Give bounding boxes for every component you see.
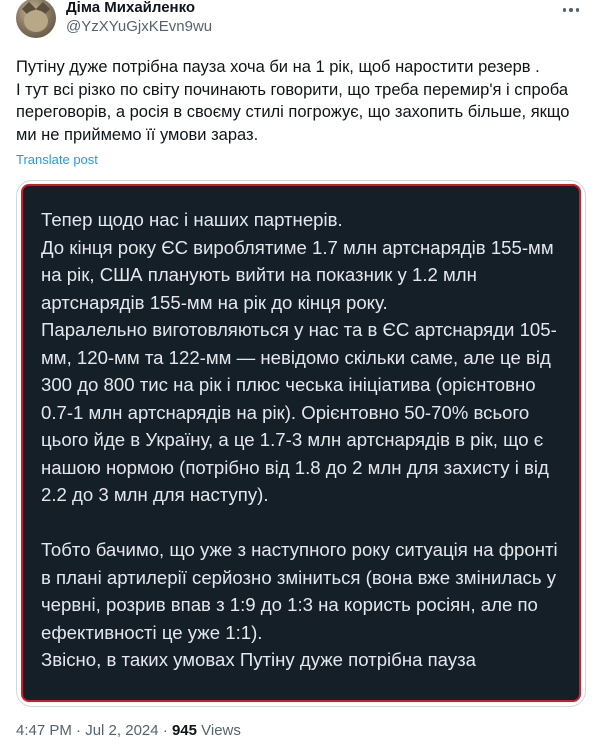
more-dot-icon [569,8,573,12]
translate-post-link[interactable]: Translate post [16,152,98,167]
avatar-face [24,10,48,32]
post-text: Путіну дуже потрібна пауза хоча би на 1 рік, щоб наростити резерв . І тут всі різко по світу починають говорити, що треба перемир'я і спроба переговорів, а росія в своєму стилі погрожує, що захопить більше, якщо ми не приймемо її умови зараз. [16,58,570,144]
cat-avatar-icon[interactable] [16,0,56,38]
author-handle[interactable]: @YzXYuGjxKEvn9wu [66,18,213,35]
more-dot-icon [576,8,580,12]
more-options-button[interactable] [556,0,586,22]
views-count[interactable]: 945 [171,722,197,739]
author-display-name[interactable]: Діма Михайленко [66,0,196,16]
author-names [66,0,212,37]
more-dot-icon [563,8,567,12]
post-media-image[interactable] [16,180,586,707]
media-text: Тепер щодо нас і наших партнерів. До кінця року ЄС вироблятиме 1.7 млн артснарядів 155-мм на рік, США планують вийти на показник у 1.2 млн артснарядів 155-мм на рік до кінця року. Паралельно виготовляються у нас та в ЄС артснаряди 105-мм, 120-мм та 122-мм — невідомо скільки саме, але це від 300 до 800 тис на рік і плюс чеська ініціатива (орієнтовно 0.7-1 млн артснарядів на рік). Орієнтовно 50-70% всього цього йде в Україну, а це 1.7-3 млн артснарядів в рік, що є нашою нормою (потрібно від 1.8 до 2 млн для захисту і від 2.2 до 3 млн для наступу). Тобто бачимо, що уже з наступного року ситуація на фронті в плані артилерії серйозно зміниться (вона вже змінилась у червні, розрив впав з 1:9 до 1:3 на користь росіян, але по ефективності це уже 1:1). Звісно, в таких умовах Путіну дуже потрібна пауза [41,209,558,670]
meta-separator: · [158,722,172,739]
media-text-card [21,184,581,702]
meta-separator: · [71,722,86,739]
post-time[interactable]: 4:47 PM [16,722,72,739]
post-date[interactable]: Jul 2, 2024 [85,722,159,739]
post-meta [16,722,241,739]
post-header [16,0,586,44]
views-label: Views [196,722,241,739]
